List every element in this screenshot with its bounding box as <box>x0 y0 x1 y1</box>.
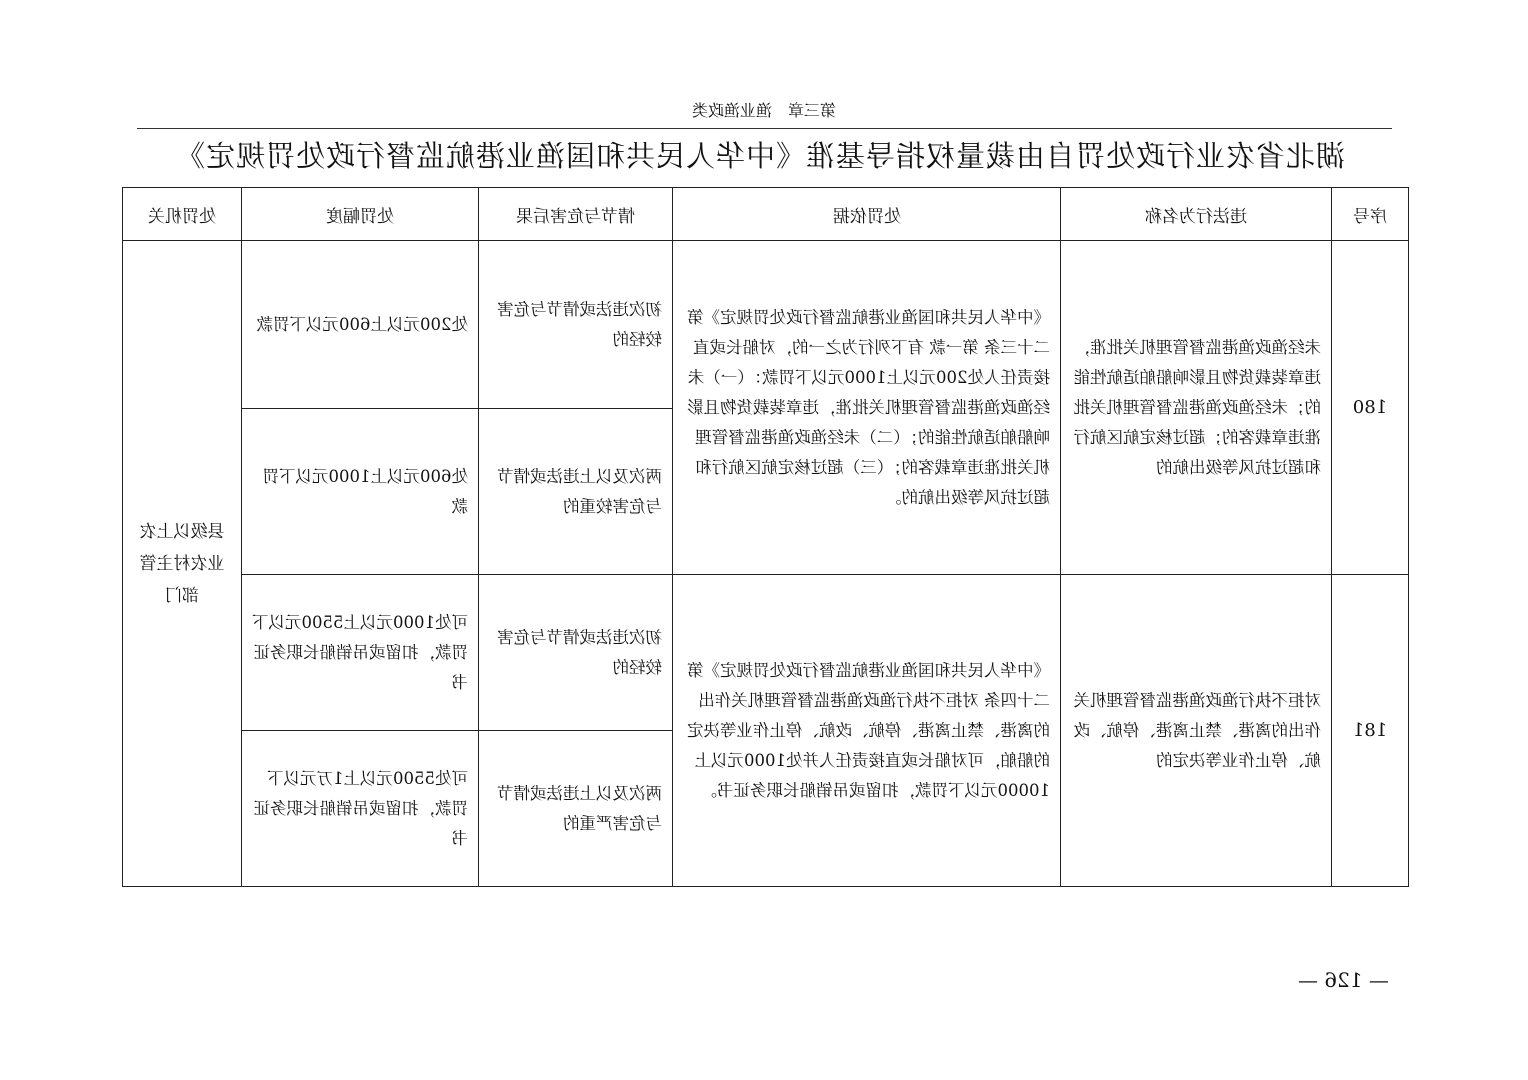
basis-cell: 《中华人民共和国渔业港航监督行政处罚规定》第二十四条 对拒不执行渔政渔港监督管理机关作出的离港、禁止离港、停航、改航、停止作业等决定的船舶，可对船长或直接责任人并处1000元以上10000元以下罚款，扣留或吊销船长职务证书。 <box>673 575 1061 887</box>
chapter-heading <box>0 98 1528 122</box>
penalty-table <box>122 187 1409 887</box>
circumstance-cell: 初次违法或情节与危害较轻的 <box>479 575 673 731</box>
circumstance-cell: 两次及以上违法或情节与危害较重的 <box>479 409 673 575</box>
table-header-row <box>123 188 1409 241</box>
range-cell: 可处5500元以上1万元以下罚款，扣留或吊销船长职务证书 <box>242 731 479 887</box>
circumstance-cell: 两次及以上违法或情节与危害严重的 <box>479 731 673 887</box>
violation-cell: 对拒不执行渔政渔港监督管理机关作出的离港、禁止离港、停航、改航、停止作业等决定的 <box>1061 575 1332 887</box>
page-number <box>1288 968 1398 998</box>
range-cell: 处600元以上1000元以下罚款 <box>242 409 479 575</box>
col-header-violation: 违法行为名称 <box>1061 188 1332 241</box>
range-cell: 可处1000元以上5500元以下罚款，扣留或吊销船长职务证书 <box>242 575 479 731</box>
document-title <box>110 134 1410 178</box>
basis-cell: 《中华人民共和国渔业港航监督行政处罚规定》第二十三条 第一款 有下列行为之一的，对船长或直接责任人处200元以上1000元以下罚款：（一）未经渔政渔港监督管理机关批准，违章装载货物且影响船舶适航性能的；（二）未经渔政渔港监督管理机关批准违章载客的；（三）超过核定航区航行和超过抗风等级出航的。 <box>673 241 1061 575</box>
page-number-text: — 126 — <box>1297 968 1389 992</box>
document-title-text: 湖北省农业行政处罚自由裁量权指导基准《中华人民共和国渔业港航监督行政处罚规定》 <box>174 139 1345 173</box>
col-header-authority: 处罚机关 <box>123 188 242 241</box>
col-header-seq: 序号 <box>1332 188 1409 241</box>
header-rule <box>137 128 1392 129</box>
table-row <box>123 575 1409 731</box>
seq-cell: 181 <box>1332 575 1409 887</box>
circumstance-cell: 初次违法或情节与危害较轻的 <box>479 241 673 409</box>
chapter-heading-text: 第三章 渔业渔政类 <box>691 101 836 120</box>
col-header-circumstance: 情节与危害后果 <box>479 188 673 241</box>
seq-cell: 180 <box>1332 241 1409 575</box>
range-cell: 处200元以上600元以下罚款 <box>242 241 479 409</box>
violation-cell: 未经渔政渔港监督管理机关批准，违章装载货物且影响船舶适航性能的；未经渔政渔港监督管理机关批准违章载客的；超过核定航区航行和超过抗风等级出航的 <box>1061 241 1332 575</box>
col-header-range: 处罚幅度 <box>242 188 479 241</box>
authority-cell: 县级以上农业农村主管部门 <box>123 241 242 887</box>
table-row <box>123 241 1409 409</box>
col-header-basis: 处罚依据 <box>673 188 1061 241</box>
